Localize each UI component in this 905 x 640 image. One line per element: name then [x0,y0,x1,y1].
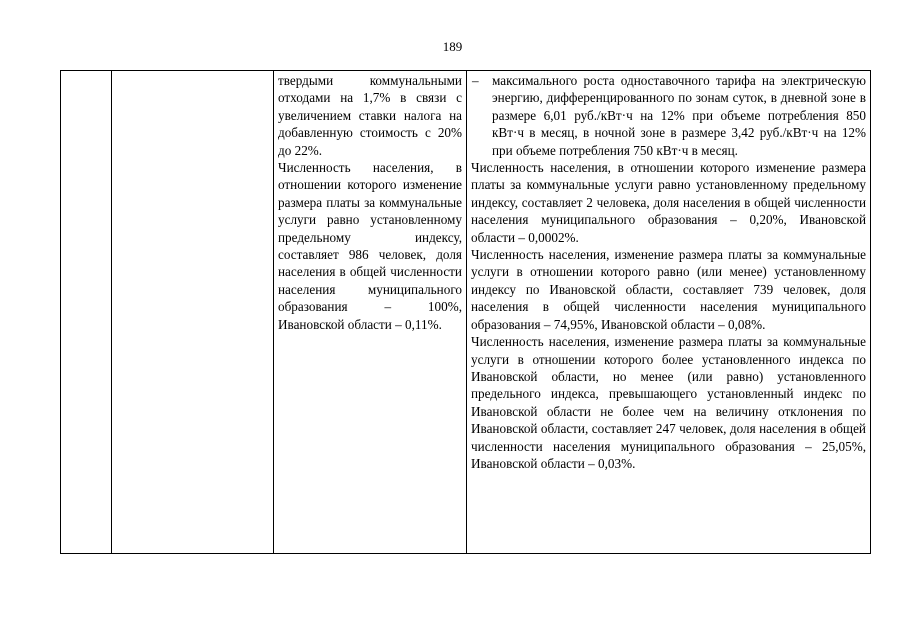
table-cell-details [467,71,871,554]
table-cell-number [61,71,112,554]
dash-list-item [471,72,866,159]
text-paragraph: твердыми коммунальными отходами на 1,7% в связи с увеличением ставки налога на добавленную стоимость с 20% до 22%. [278,73,462,158]
document-table [60,70,871,554]
text-paragraph: Численность населения, изменение размера платы за коммунальные услуги в отношении которого более установленного индекса по Ивановской области, но менее (или равно) установленного предельного индекса, превышающего установленный индекс по Ивановской области не более чем на величину отклонения по Ивановской области, составляет 247 человек, доля населения в общей численности населения муниципального образования – 25,05%, Ивановской области – 0,03%. [471,334,866,471]
text-paragraph: Численность населения, в отношении которого изменение размера платы за коммунальные услуги равно установленному предельному индексу, составляет 986 человек, доля населения в общей численности населения муниципального образования – 100%, Ивановской области – 0,11%. [278,160,462,332]
table-row [61,71,871,554]
dash-item-text: максимального роста одноставочного тарифа на электрическую энергию, дифференцированного по зонам суток, в дневной зоне в размере 6,01 руб./кВт·ч на 12% при объеме потребления 850 кВт·ч в месяц, в ночной зоне в размере 3,42 руб./кВт·ч на 12% при объеме потребления 750 кВт·ч в месяц. [492,73,866,158]
dash-marker: – [472,73,479,88]
table-cell-name [112,71,274,554]
table-cell-description [274,71,467,554]
text-paragraph: Численность населения, в отношении которого изменение размера платы за коммунальные услуги равно установленному предельному индексу, составляет 2 человека, доля населения в общей численности населения муниципального образования – 0,20%, Ивановской области – 0,0002%. [471,160,866,245]
page-number: 189 [442,39,463,54]
text-paragraph: Численность населения, изменение размера платы за коммунальные услуги в отношении которого равно (или менее) установленному индексу по Ивановской области, составляет 739 человек, доля населения в общей численности населения муниципального образования – 74,95%, Ивановской области – 0,08%. [471,247,866,332]
